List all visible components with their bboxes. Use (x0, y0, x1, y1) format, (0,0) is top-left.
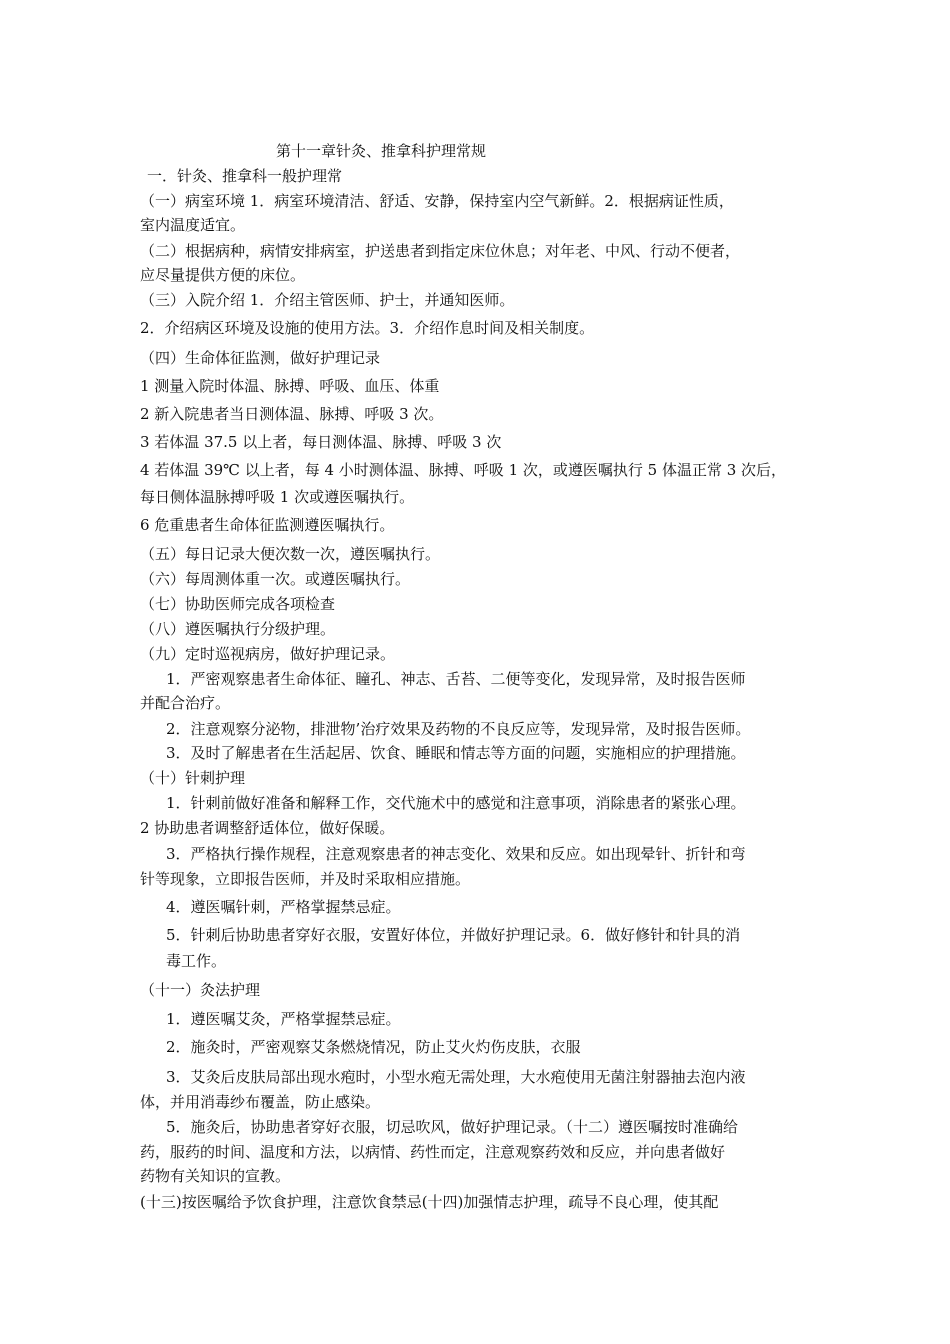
paragraph-line: 应尽量提供方便的床位。 (140, 266, 306, 284)
paragraph-line: 2．施灸时，严密观察艾条燃烧情况，防止艾火灼伤皮肤，衣服 (166, 1038, 581, 1056)
paragraph-line: 4 若体温 39℃ 以上者，每 4 小时测体温、脉搏、呼吸 1 次，或遵医嘱执行 5 体温正常 3 次后， (140, 461, 787, 479)
paragraph-line: 2 协助患者调整舒适体位，做好保暖。 (140, 819, 395, 837)
paragraph-line: 3．及时了解患者在生活起居、饮食、睡眠和情志等方面的问题，实施相应的护理措施。 (166, 744, 746, 762)
paragraph-line: 体，并用消毒纱布覆盖，防止感染。 (140, 1093, 381, 1111)
paragraph-line: 3 若体温 37.5 以上者，每日测体温、脉搏、呼吸 3 次 (140, 433, 502, 451)
paragraph-line: （六）每周测体重一次。或遵医嘱执行。 (140, 570, 411, 588)
paragraph-line: （二）根据病种，病情安排病室，护送患者到指定床位休息；对年老、中风、行动不便者， (140, 242, 741, 260)
paragraph-line: 毒工作。 (166, 952, 227, 970)
chapter-title: 第十一章针灸、推拿科护理常规 (276, 142, 487, 160)
paragraph-line: 3．艾灸后皮肤局部出现水疱时，小型水疱无需处理，大水疱使用无菌注射器抽去泡内液 (166, 1068, 746, 1086)
paragraph-line: （五）每日记录大便次数一次，遵医嘱执行。 (140, 545, 441, 563)
paragraph-line: 5．针刺后协助患者穿好衣服，安置好体位，并做好护理记录。6．做好修针和针具的消 (166, 926, 741, 944)
paragraph-line: 1 测量入院时体温、脉搏、呼吸、血压、体重 (140, 377, 440, 395)
paragraph-line: 4．遵医嘱针刺，严格掌握禁忌症。 (166, 898, 401, 916)
paragraph-line: 1．针刺前做好准备和解释工作，交代施术中的感觉和注意事项，消除患者的紧张心理。 (166, 794, 746, 812)
paragraph-line: 6 危重患者生命体征监测遵医嘱执行。 (140, 516, 395, 534)
paragraph-line: （十）针刺护理 (140, 769, 246, 787)
paragraph-line: 2 新入院患者当日测体温、脉搏、呼吸 3 次。 (140, 405, 444, 423)
paragraph-line: （三）入院介绍 1．介绍主管医师、护士，并通知医师。 (140, 291, 515, 309)
paragraph-line: （四）生命体征监测，做好护理记录 (140, 349, 381, 367)
paragraph-line: 针等现象，立即报告医师，并及时采取相应措施。 (140, 870, 471, 888)
paragraph-line: 每日侧体温脉搏呼吸 1 次或遵医嘱执行。 (140, 488, 415, 506)
paragraph-line: （八）遵医嘱执行分级护理。 (140, 620, 336, 638)
paragraph-line: （十一）灸法护理 (140, 981, 261, 999)
paragraph-line: 药，服药的时间、温度和方法，以病情、药性而定，注意观察药效和反应，并向患者做好 (140, 1143, 726, 1161)
paragraph-line: 2．介绍病区环境及设施的使用方法。3．介绍作息时间及相关制度。 (140, 319, 595, 337)
paragraph-line: （七）协助医师完成各项检查 (140, 595, 336, 613)
paragraph-line: 3．严格执行操作规程，注意观察患者的神志变化、效果和反应。如出现晕针、折针和弯 (166, 845, 746, 863)
paragraph-line: （一）病室环境 1．病室环境清洁、舒适、安静，保持室内空气新鲜。2．根据病证性质， (140, 192, 734, 210)
section-heading: 一．针灸、推拿科一般护理常 (147, 167, 343, 185)
paragraph-line: 药物有关知识的宣教。 (140, 1167, 291, 1185)
paragraph-line: 2．注意观察分泌物，排泄物’治疗效果及药物的不良反应等，发现异常，及时报告医师。 (166, 720, 751, 738)
paragraph-line: 1．遵医嘱艾灸，严格掌握禁忌症。 (166, 1010, 401, 1028)
paragraph-line: （九）定时巡视病房，做好护理记录。 (140, 645, 396, 663)
paragraph-line: 室内温度适宜。 (140, 216, 246, 234)
paragraph-line: 5．施灸后，协助患者穿好衣服，切忌吹风，做好护理记录。（十二）遵医嘱按时准确给 (166, 1118, 739, 1136)
paragraph-line: (十三)按医嘱给予饮食护理，注意饮食禁忌(十四)加强情志护理，疏导不良心理，使其配 (140, 1193, 719, 1211)
paragraph-line: 并配合治疗。 (140, 694, 231, 712)
paragraph-line: 1．严密观察患者生命体征、瞳孔、神志、舌苔、二便等变化，发现异常，及时报告医师 (166, 670, 746, 688)
